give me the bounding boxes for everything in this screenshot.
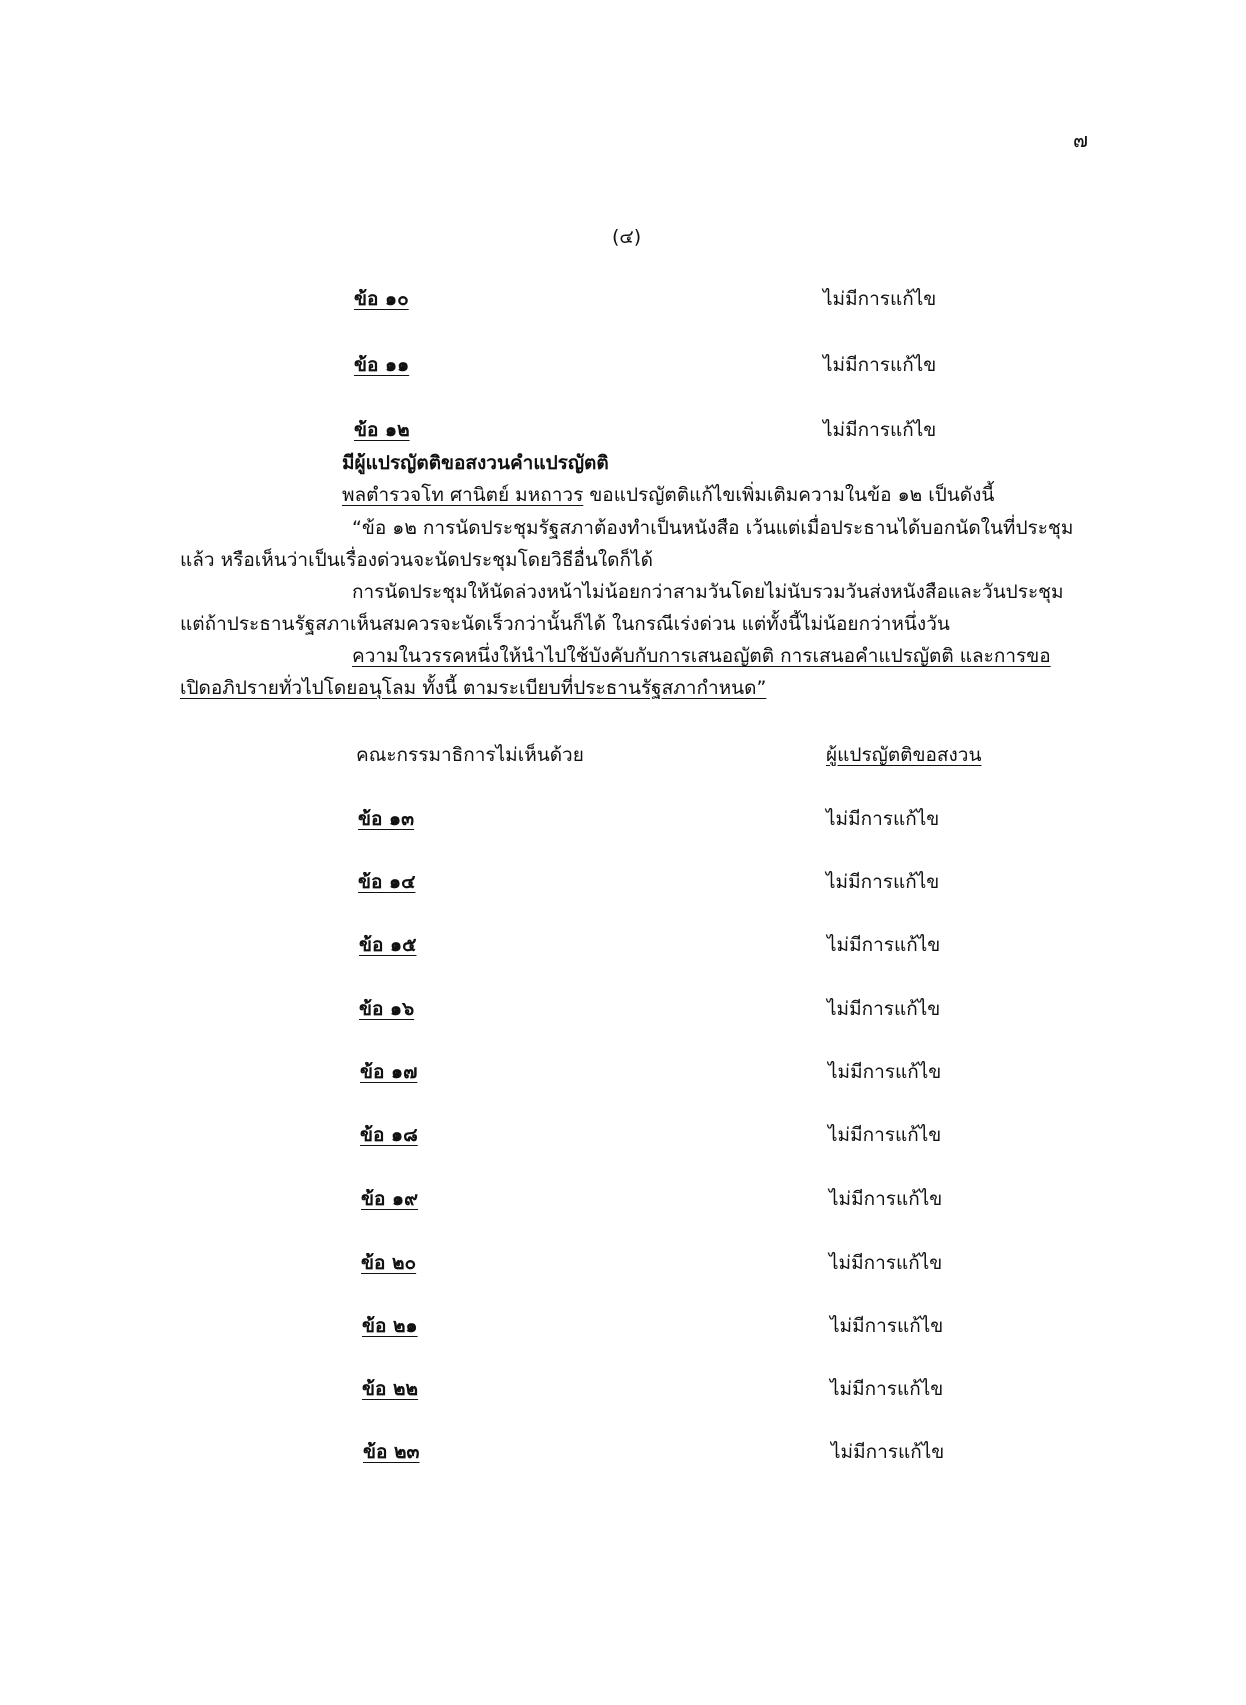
reservation-heading: มีผู้แปรญัตติขอสงวนคำแปรญัตติ: [342, 452, 609, 474]
clause-status: ไม่มีการแก้ไข: [827, 998, 941, 1020]
clause-status: ไม่มีการแก้ไข: [823, 354, 937, 376]
clause-label: ข้อ ๑๙: [361, 1188, 418, 1210]
clause-status: ไม่มีการแก้ไข: [823, 288, 937, 310]
clause-label: ข้อ ๑๓: [358, 808, 415, 830]
section-number: (๔): [612, 226, 642, 248]
proposer-name: พลตำรวจโท ศานิตย์ มหถาวร: [342, 484, 584, 506]
proposer-text: ขอแปรญัตติแก้ไขเพิ่มเติมความในข้อ ๑๒ เป็นดังนี้: [583, 484, 995, 506]
clause-label: ข้อ ๒๑: [362, 1315, 418, 1337]
clause-label: ข้อ ๑๕: [359, 934, 417, 956]
clause-status: ไม่มีการแก้ไข: [826, 808, 940, 830]
reserver-label: ผู้แปรญัตติขอสงวน: [826, 744, 982, 766]
clause-label: ข้อ ๑๘: [360, 1124, 418, 1146]
amendment-paragraph-3: ความในวรรคหนึ่งให้นำไปใช้บังคับกับการเสนอญัตติ การเสนอคำแปรญัตติ และการขอเปิดอภิปรายทั่วไปโดยอนุโลม ทั้งนี้ ตามระเบียบที่ประธานรัฐสภากำหนด”: [180, 645, 1051, 699]
clause-status: ไม่มีการแก้ไข: [829, 1252, 943, 1274]
clause-label: ข้อ ๑๗: [360, 1061, 418, 1083]
clause-label: ข้อ ๒๓: [363, 1441, 420, 1463]
clause-label: ข้อ ๑๖: [359, 998, 415, 1020]
committee-disagree-label: คณะกรรมาธิการไม่เห็นด้วย: [356, 744, 584, 766]
clause-label: ข้อ ๒๒: [362, 1378, 419, 1400]
clause-label: ข้อ ๑๒: [354, 419, 410, 441]
proposer-line: [342, 480, 994, 510]
clause-status: ไม่มีการแก้ไข: [828, 1124, 942, 1146]
clause-label: ข้อ ๑๐: [354, 288, 409, 310]
amendment-paragraph-1: “ข้อ ๑๒ การนัดประชุมรัฐสภาต้องทำเป็นหนังสือ เว้นแต่เมื่อประธานได้บอกนัดในที่ประชุมแล้ว หรือเห็นว่าเป็นเรื่องด่วนจะนัดประชุมโดยวิธีอื่นใดก็ได้: [180, 517, 1074, 571]
clause-status: ไม่มีการแก้ไข: [830, 1315, 944, 1337]
page-number: ๗: [1073, 128, 1089, 152]
clause-label: ข้อ ๒๐: [361, 1252, 417, 1274]
clause-status: ไม่มีการแก้ไข: [823, 419, 937, 441]
clause-status: ไม่มีการแก้ไข: [829, 1188, 943, 1210]
clause-status: ไม่มีการแก้ไข: [830, 1378, 944, 1400]
clause-status: ไม่มีการแก้ไข: [831, 1441, 945, 1463]
amendment-paragraph-2: การนัดประชุมให้นัดล่วงหน้าไม่น้อยกว่าสามวันโดยไม่นับรวมวันส่งหนังสือและวันประชุม แต่ถ้าประธานรัฐสภาเห็นสมควรจะนัดเร็วกว่านั้นก็ได้ ในกรณีเร่งด่วน แต่ทั้งนี้ไม่น้อยกว่าหนึ่งวัน: [180, 581, 1064, 635]
clause-status: ไม่มีการแก้ไข: [827, 934, 941, 956]
clause-label: ข้อ ๑๔: [358, 871, 416, 893]
clause-label: ข้อ ๑๑: [354, 354, 410, 376]
clause-status: ไม่มีการแก้ไข: [826, 871, 940, 893]
clause-status: ไม่มีการแก้ไข: [828, 1061, 942, 1083]
